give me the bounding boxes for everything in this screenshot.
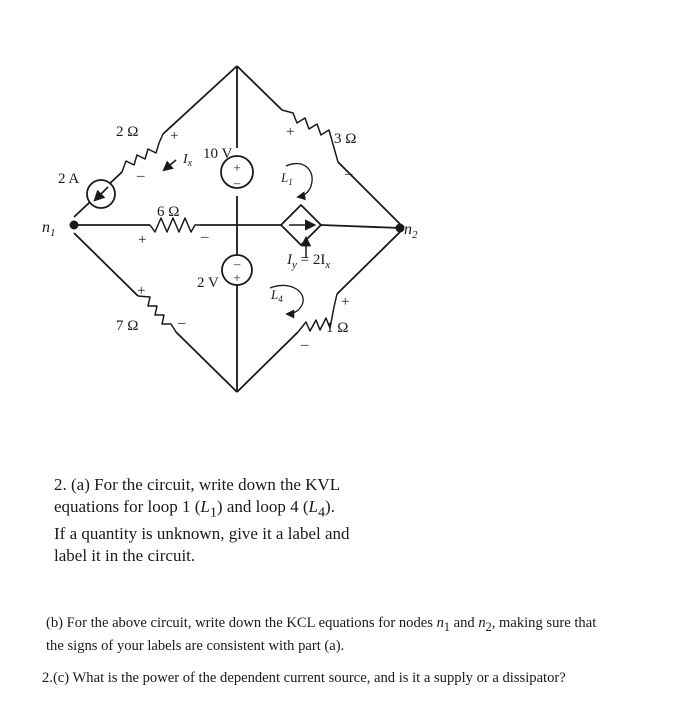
loop-l1-label: $L_1$ bbox=[281, 170, 293, 187]
svg-text:+: + bbox=[341, 294, 350, 310]
node-n1-dot bbox=[70, 221, 79, 230]
voltage-source-2v bbox=[222, 255, 252, 285]
resistor-7-ohm-label: 7 Ω bbox=[116, 318, 139, 334]
svg-text:+: + bbox=[233, 160, 241, 175]
resistor-6-ohm bbox=[150, 218, 200, 232]
current-source-2a bbox=[87, 180, 115, 208]
loop-l4-label: $L_4$ bbox=[271, 287, 283, 304]
current-source-label: 2 A bbox=[58, 171, 80, 187]
question-a-line1: 2. (a) For the circuit, write down the KVL bbox=[54, 475, 341, 494]
question-b-line1: (b) For the above circuit, write down the KCL equations for nodes $n_1$ and $n_2$, making sure that bbox=[46, 615, 597, 634]
svg-text:+: + bbox=[286, 124, 295, 140]
dependent-current-source bbox=[281, 205, 321, 245]
current-ix-arrow bbox=[164, 160, 176, 170]
resistor-3-ohm-label: 3 Ω bbox=[334, 131, 357, 147]
question-a-line4: label it in the circuit. bbox=[54, 545, 196, 565]
question-c-text: 2.(c) What is the power of the dependent current source, and is it a supply or a dissipator? bbox=[42, 670, 566, 686]
question-a bbox=[54, 474, 394, 566]
circuit-wires bbox=[74, 66, 400, 392]
svg-text:–: – bbox=[301, 337, 309, 353]
question-b bbox=[46, 614, 646, 656]
voltage-10v-label: 10 V bbox=[203, 146, 233, 162]
current-ix-label: $I_x$ bbox=[183, 152, 193, 169]
voltage-2v-label: 2 V bbox=[197, 275, 219, 291]
dependent-source-label: $I_y = 2I_x$ bbox=[287, 252, 331, 271]
svg-text:–: – bbox=[233, 256, 241, 271]
svg-text:–: – bbox=[178, 315, 186, 331]
node-n2-label: $n_2$ bbox=[404, 221, 418, 241]
svg-text:+: + bbox=[138, 232, 147, 248]
resistor-2-ohm-label: 2 Ω bbox=[116, 124, 139, 140]
svg-text:–: – bbox=[137, 168, 145, 184]
question-a-line3: If a quantity is unknown, give it a label and bbox=[54, 524, 350, 544]
svg-text:+: + bbox=[170, 128, 179, 144]
question-b-line2: the signs of your labels are consistent with part (a). bbox=[46, 637, 345, 654]
svg-text:–: – bbox=[345, 166, 353, 182]
svg-text:–: – bbox=[233, 175, 241, 190]
resistor-7-ohm bbox=[138, 296, 176, 332]
svg-text:+: + bbox=[137, 283, 146, 299]
svg-text:–: – bbox=[201, 229, 209, 245]
node-n1-label: $n_1$ bbox=[42, 219, 56, 239]
question-c bbox=[42, 669, 672, 688]
resistor-1-ohm-label: 1 Ω bbox=[326, 320, 349, 336]
resistor-6-ohm-label: 6 Ω bbox=[157, 204, 180, 220]
question-a-line2: equations for loop 1 $(L_1)$ and loop 4 $(L_4)$. bbox=[54, 496, 335, 520]
svg-text:+: + bbox=[233, 270, 241, 285]
